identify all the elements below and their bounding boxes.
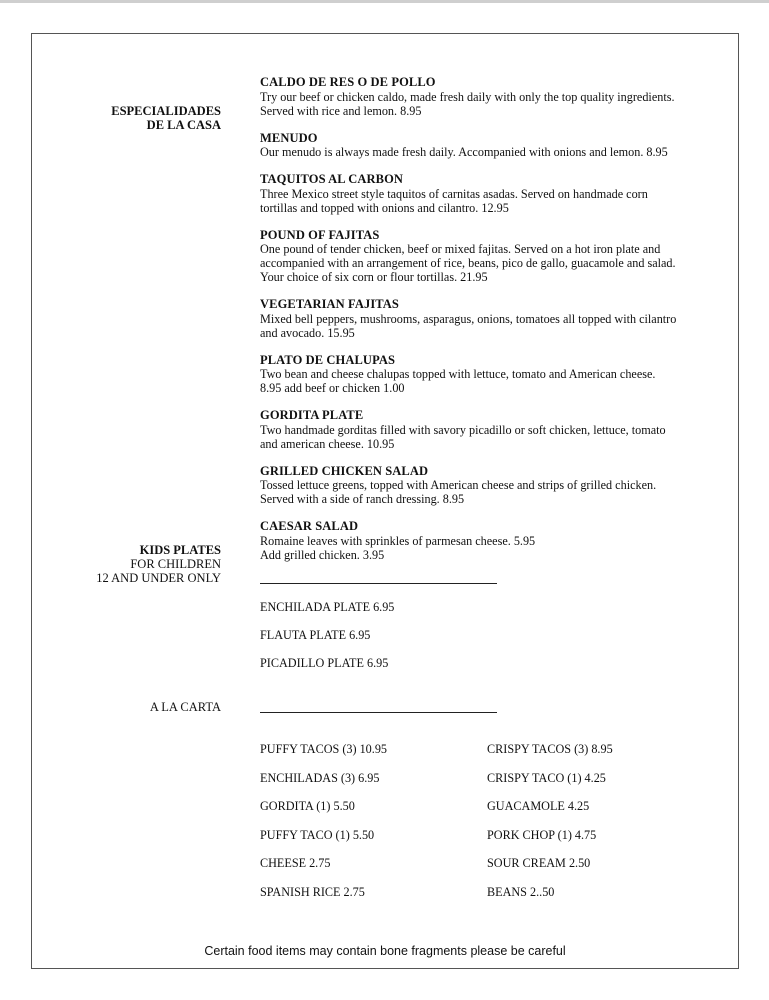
kids-plates-title: KIDS PLATES xyxy=(139,543,221,557)
kids-plates-note-2: 12 AND UNDER ONLY xyxy=(96,571,221,585)
menu-item: PORK CHOP (1) 4.75 xyxy=(487,827,597,842)
menu-item: ENCHILADA PLATE 6.95 xyxy=(260,600,395,614)
specialty-description: Romaine leaves with sprinkles of parmesan cheese. 5.95 xyxy=(260,533,536,548)
specialty-description: Two bean and cheese chalupas topped with lettuce, tomato and American cheese. xyxy=(260,367,656,381)
specialty-description: Your choice of six corn or flour tortillas. 21.95 xyxy=(260,270,488,284)
specialty-name: VEGETARIAN FAJITAS xyxy=(260,297,399,311)
specialty-item xyxy=(260,408,700,451)
specialty-description: Served with a side of ranch dressing. 8.95 xyxy=(260,492,465,506)
specialty-name: GORDITA PLATE xyxy=(260,408,364,422)
specialty-description: and avocado. 15.95 xyxy=(260,325,355,340)
specialty-name: MENUDO xyxy=(260,130,318,145)
kids-plates-heading xyxy=(96,543,221,585)
specialty-description: One pound of tender chicken, beef or mixed fajitas. Served on a hot iron plate and xyxy=(260,242,661,256)
specialty-description: Two handmade gorditas filled with savory picadillo or soft chicken, lettuce, tomato xyxy=(260,422,666,437)
menu-item: PUFFY TACO (1) 5.50 xyxy=(260,827,375,842)
menu-item: FLAUTA PLATE 6.95 xyxy=(260,628,371,642)
specialty-description: Try our beef or chicken caldo, made fresh daily with only the top quality ingredients. xyxy=(260,89,675,104)
kids-plates-list xyxy=(260,600,394,684)
menu-item: CRISPY TACOS (3) 8.95 xyxy=(487,742,613,756)
menu-item: PUFFY TACOS (3) 10.95 xyxy=(260,742,388,756)
specialty-item xyxy=(260,464,700,507)
a-la-carta-right-column xyxy=(487,742,613,913)
divider-kids xyxy=(260,583,497,584)
footer-warning: Certain food items may contain bone fragments please be careful xyxy=(204,944,566,958)
a-la-carta-heading: A LA CARTA xyxy=(149,700,221,714)
specialty-description: 8.95 add beef or chicken 1.00 xyxy=(260,381,405,395)
specialty-description: tortillas and topped with onions and cilantro. 12.95 xyxy=(260,200,509,215)
kids-plates-note-1: FOR CHILDREN xyxy=(130,557,221,571)
especialidades-line-2: DE LA CASA xyxy=(146,118,221,132)
specialty-item xyxy=(260,75,700,118)
specialty-description: Mixed bell peppers, mushrooms, asparagus, onions, tomatoes all topped with cilantro xyxy=(260,311,677,326)
especialidades-line-1: ESPECIALIDADES xyxy=(111,104,221,118)
menu-item: CHEESE 2.75 xyxy=(260,856,331,870)
specialty-name: GRILLED CHICKEN SALAD xyxy=(260,463,429,478)
menu-item: PICADILLO PLATE 6.95 xyxy=(260,656,389,670)
specialty-description: accompanied with an arrangement of rice, beans, pico de gallo, guacamole and salad. xyxy=(260,256,676,270)
menu-item: GORDITA (1) 5.50 xyxy=(260,799,355,813)
specialty-name: TAQUITOS AL CARBON xyxy=(260,172,404,186)
specialty-name: CALDO DE RES O DE POLLO xyxy=(260,75,436,89)
specialty-description: and american cheese. 10.95 xyxy=(260,436,395,451)
divider-a-la-carta xyxy=(260,712,497,713)
specialty-item xyxy=(260,228,700,285)
menu-item: SOUR CREAM 2.50 xyxy=(487,856,591,870)
specialty-item xyxy=(260,297,700,340)
menu-item: SPANISH RICE 2.75 xyxy=(260,884,365,899)
specialty-name: POUND OF FAJITAS xyxy=(260,227,380,242)
specialty-description: Three Mexico street style taquitos of carnitas asadas. Served on handmade corn xyxy=(260,186,648,201)
specialty-name: PLATO DE CHALUPAS xyxy=(260,352,396,367)
specialty-item xyxy=(260,353,700,396)
specialty-item xyxy=(260,172,700,215)
specialty-description: Tossed lettuce greens, topped with American cheese and strips of grilled chicken. xyxy=(260,478,657,492)
specialty-item xyxy=(260,131,700,160)
a-la-carta-left-column xyxy=(260,742,387,913)
menu-item: CRISPY TACO (1) 4.25 xyxy=(487,770,606,785)
especialidades-heading xyxy=(111,104,221,132)
specialty-description: Add grilled chicken. 3.95 xyxy=(260,547,385,562)
specialty-description: Our menudo is always made fresh daily. Accompanied with onions and lemon. 8.95 xyxy=(260,145,668,159)
specialty-name: CAESAR SALAD xyxy=(260,519,359,533)
specialties-list xyxy=(260,75,700,575)
menu-item: BEANS 2..50 xyxy=(487,884,555,899)
specialty-description: Served with rice and lemon. 8.95 xyxy=(260,103,422,118)
specialty-item xyxy=(260,519,700,562)
menu-item: GUACAMOLE 4.25 xyxy=(487,799,590,813)
menu-item: ENCHILADAS (3) 6.95 xyxy=(260,770,380,785)
top-border xyxy=(0,0,769,3)
